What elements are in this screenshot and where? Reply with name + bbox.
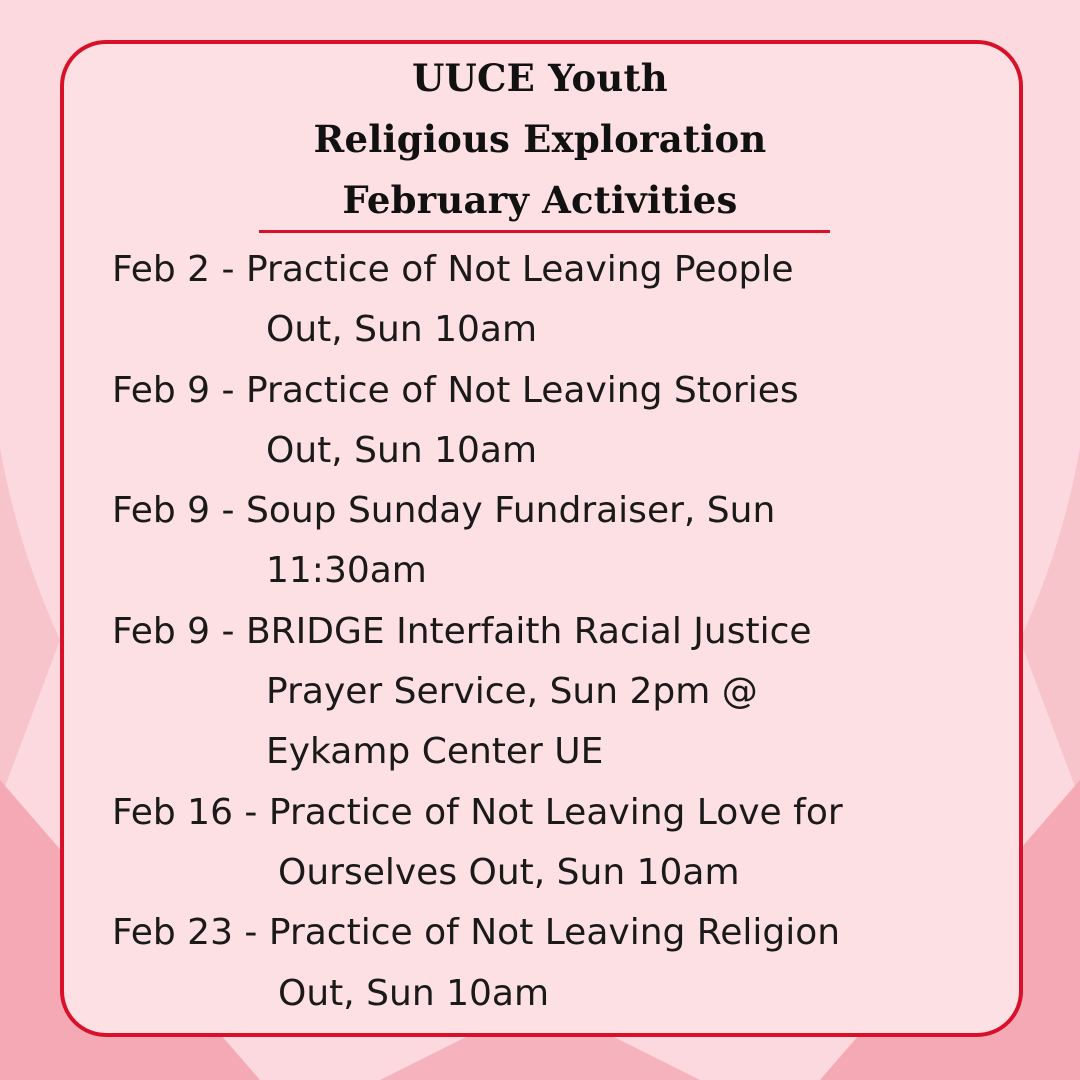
title-line-1: UUCE Youth — [412, 56, 668, 100]
event-item — [112, 481, 1012, 602]
title-divider — [259, 230, 830, 233]
event-list — [112, 240, 1012, 1024]
event-line: Out, Sun 10am — [266, 309, 538, 351]
event-line: Feb 23 - Practice of Not Leaving Religion — [112, 912, 841, 954]
title-line-2: Religious Exploration — [313, 117, 767, 161]
event-line: 11:30am — [266, 550, 427, 592]
page-title — [0, 48, 1080, 231]
event-item — [112, 240, 1012, 361]
event-line: Feb 2 - Practice of Not Leaving People — [112, 249, 794, 290]
event-line: Feb 9 - Practice of Not Leaving Stories — [112, 369, 799, 411]
event-line: Prayer Service, Sun 2pm @ — [266, 671, 758, 713]
event-line: Feb 9 - BRIDGE Interfaith Racial Justice — [112, 610, 812, 652]
event-line: Eykamp Center UE — [266, 731, 604, 773]
event-item — [112, 361, 1012, 482]
title-line-3: February Activities — [342, 178, 738, 222]
event-item — [112, 602, 1012, 783]
event-line: Ourselves Out, Sun 10am — [278, 851, 740, 893]
event-line: Feb 9 - Soup Sunday Fundraiser, Sun — [112, 490, 776, 532]
event-line: Feb 16 - Practice of Not Leaving Love for — [112, 791, 843, 833]
event-item — [112, 783, 1012, 904]
event-line: Out, Sun 10am — [266, 429, 538, 471]
event-line: Out, Sun 10am — [278, 972, 550, 1014]
event-item — [112, 903, 1012, 1024]
